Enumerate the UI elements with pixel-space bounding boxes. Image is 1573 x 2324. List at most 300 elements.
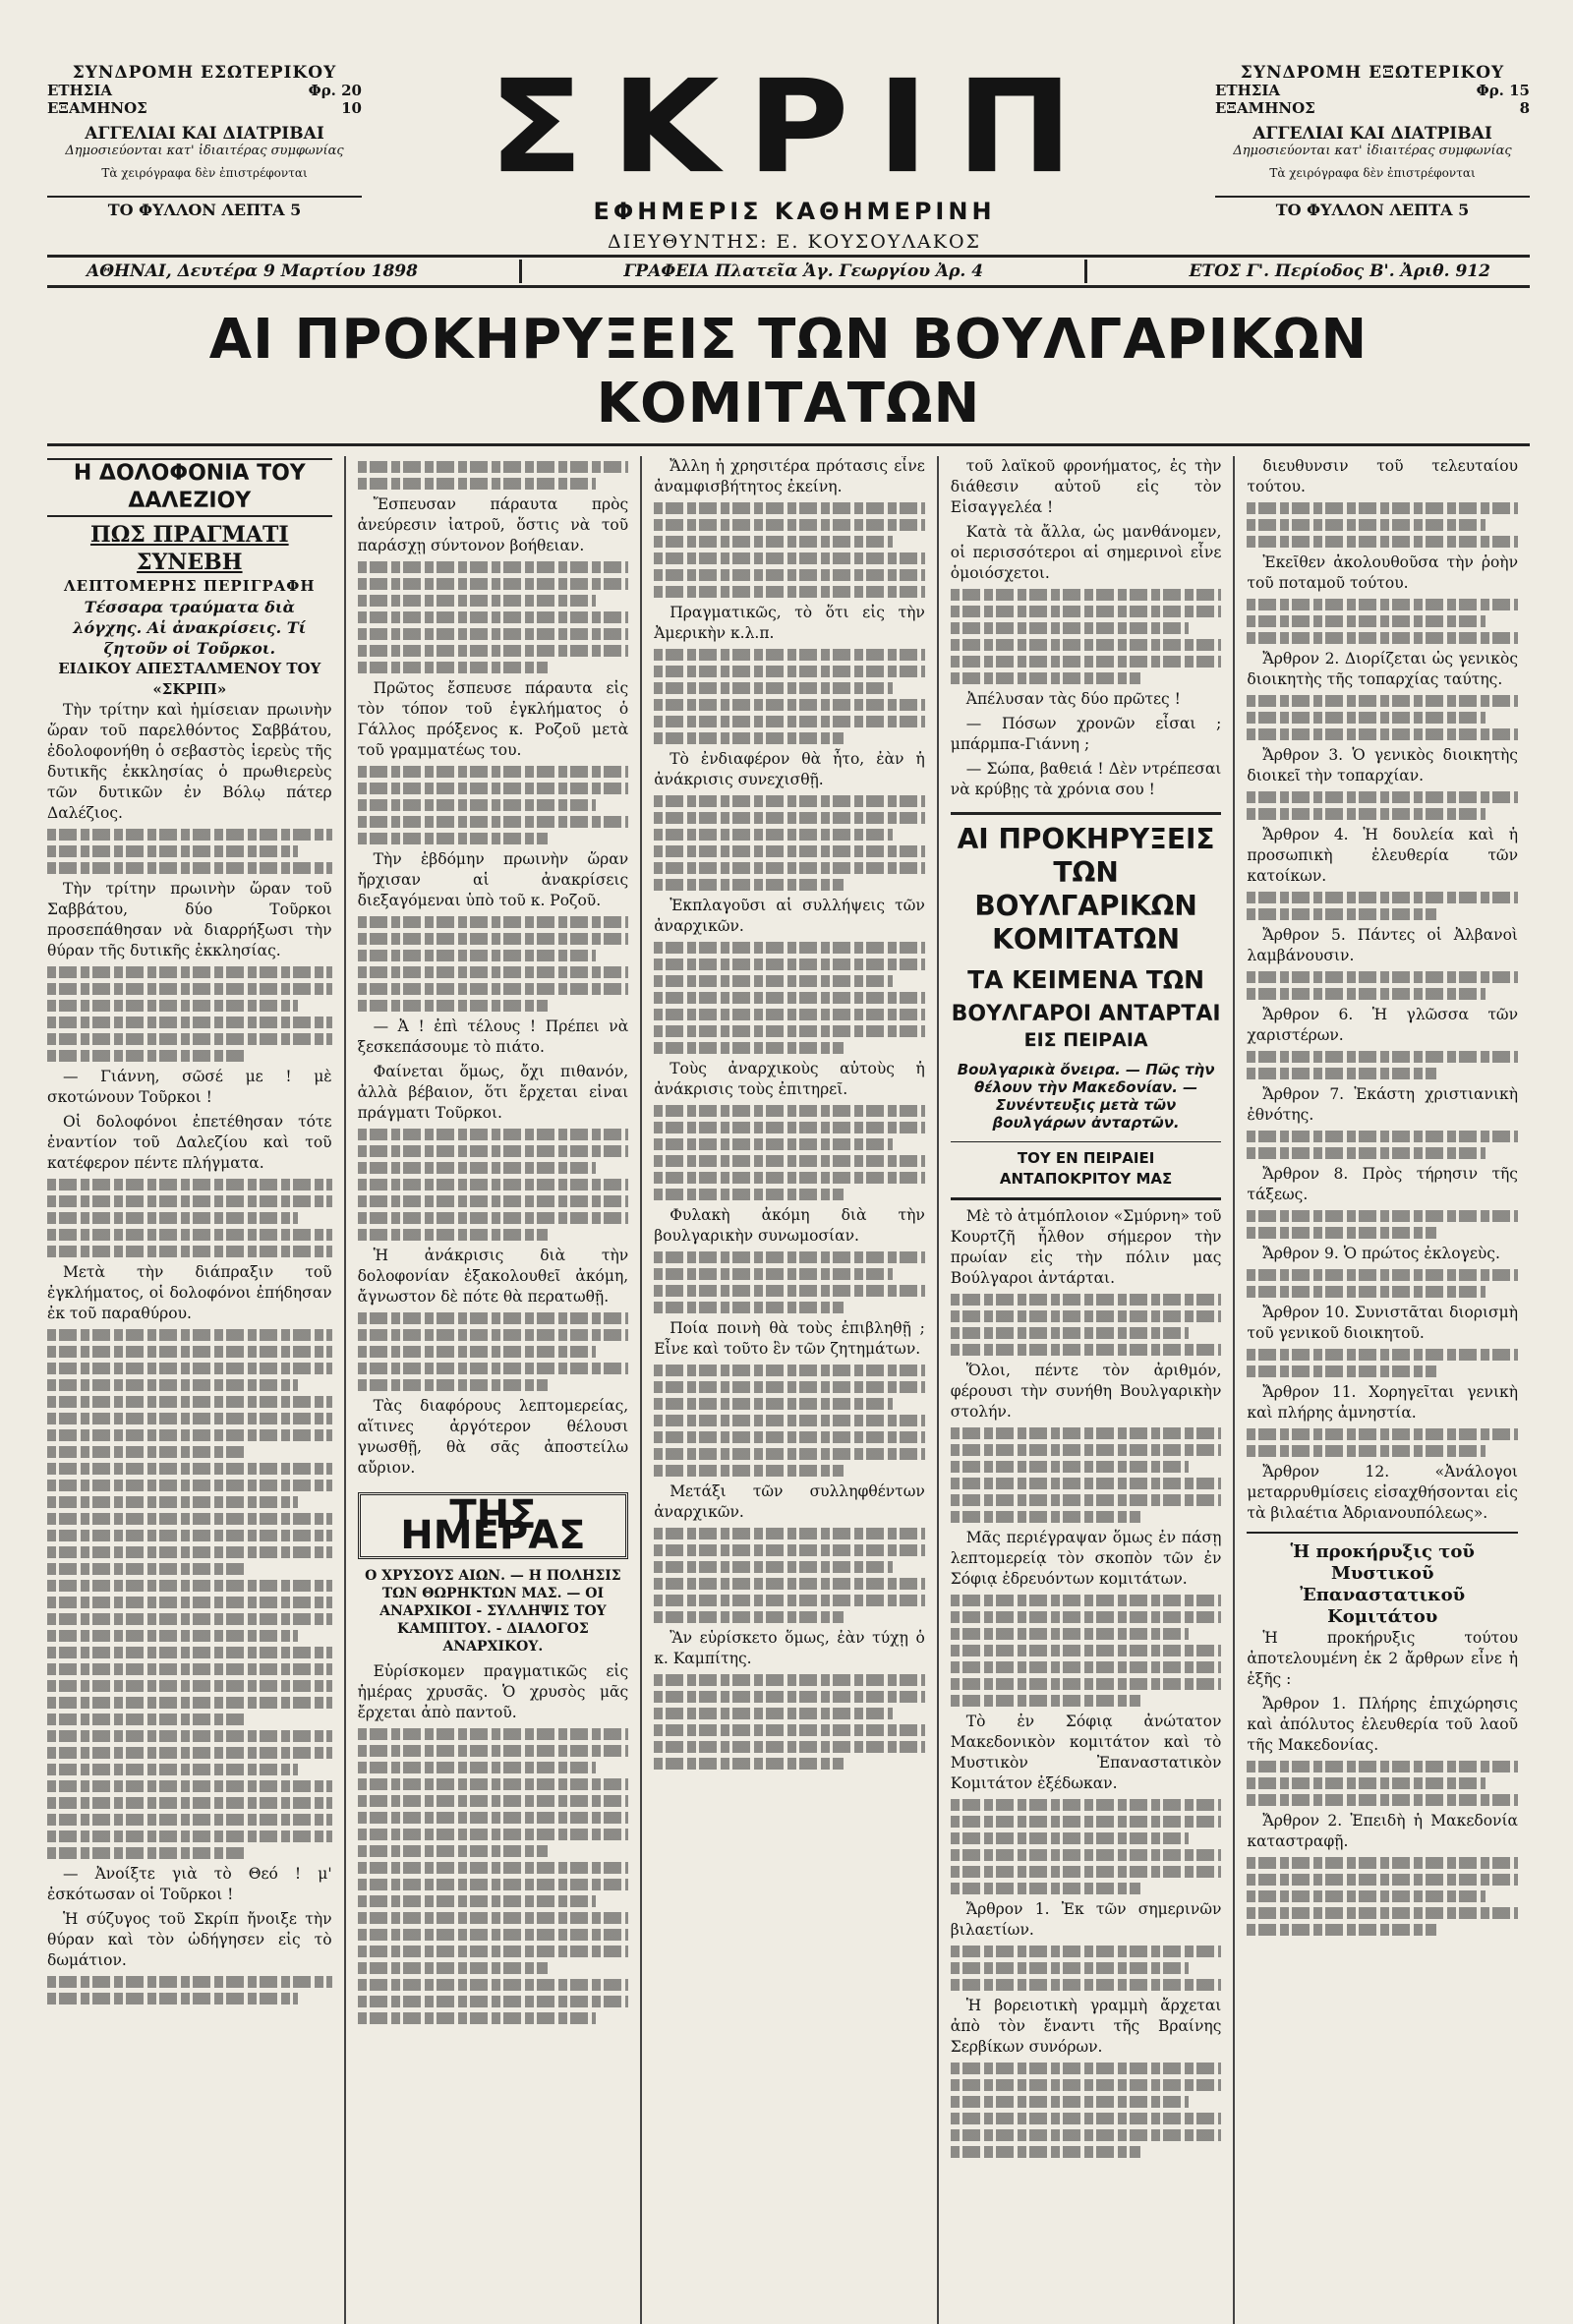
- text-line: [47, 1000, 298, 1012]
- text-line: [654, 879, 844, 891]
- text-line: [1247, 1227, 1436, 1239]
- text-line: [951, 2079, 1222, 2091]
- text-line: [1247, 1349, 1518, 1361]
- text-line: [654, 1448, 925, 1460]
- text-line: [1247, 1428, 1518, 1440]
- text-line: [47, 1379, 298, 1391]
- ads-note: Δημοσιεύονται κατ' ἰδιαιτέρας συμφωνίας: [1233, 144, 1512, 158]
- text-line: [47, 1563, 247, 1575]
- paragraph: Ἂν εὑρίσκετο ὅμως, ἐὰν τύχῃ ὁ κ. Καμπίτης.: [654, 1629, 925, 1667]
- text-line: [951, 2113, 1222, 2124]
- text-line: [951, 1816, 1222, 1828]
- text-line: [47, 1050, 247, 1062]
- paragraph: Τοὺς ἀναρχικοὺς αὐτοὺς ἡ ἀνάκρισις τοὺς ἐπιτηρεῖ.: [654, 1060, 925, 1098]
- ads-heading: ΑΓΓΕΛΙΑΙ ΚΑΙ ΔΙΑΤΡΙΒΑΙ: [85, 124, 324, 144]
- text-line: [1247, 808, 1486, 820]
- ads-note: Δημοσιεύονται κατ' ἰδιαιτέρας συμφωνίας: [65, 144, 344, 158]
- text-line: [951, 1661, 1222, 1673]
- text-line: [654, 552, 925, 564]
- text-line: [1247, 1445, 1486, 1457]
- text-line: [654, 666, 925, 677]
- text-line: [654, 1381, 925, 1393]
- text-line: [47, 1546, 332, 1558]
- text-line: [358, 1728, 629, 1740]
- paragraph: Τὸ ἐνδιαφέρον θὰ ἦτο, ἐὰν ἡ ἀνάκρισις συνεχισθῇ.: [654, 750, 925, 788]
- paragraph: Ποία ποινὴ θὰ τοὺς ἐπιβληθῇ ; Εἶνε καὶ τοῦτο ἓν τῶν ζητημάτων.: [654, 1319, 925, 1358]
- issue-price: ΤΟ ΦΥΛΛΟΝ ΛΕΠΤΑ 5: [1215, 196, 1530, 219]
- text-line: [358, 983, 629, 995]
- text-line: [654, 502, 925, 514]
- paragraph: Μετάξι τῶν συλληφθέντων ἀναρχικῶν.: [654, 1482, 925, 1521]
- text-line: [951, 589, 1222, 601]
- divider: [1247, 1532, 1518, 1534]
- text-line: [358, 1762, 597, 1773]
- text-line: [358, 966, 629, 978]
- text-line: [358, 1379, 548, 1391]
- paragraph: διευθυνσιν τοῦ τελευταίου τούτου.: [1247, 457, 1518, 495]
- text-line: [358, 645, 629, 657]
- text-line: [951, 1344, 1222, 1356]
- text-line: [47, 983, 332, 995]
- text-line: [1247, 1051, 1518, 1063]
- text-line: [47, 1830, 332, 1842]
- text-line: [358, 766, 629, 778]
- text-line: [951, 1478, 1222, 1489]
- text-line: [47, 1530, 332, 1541]
- text-line: [654, 1398, 893, 1410]
- text-line: [654, 536, 893, 548]
- text-line: [358, 611, 629, 623]
- text-line: [654, 1611, 844, 1623]
- text-line: [358, 1179, 629, 1191]
- text-line: [358, 662, 548, 673]
- paragraph: — Γιάννη, σῶσέ με ! μὲ σκοτώνουν Τοῦρκοι !: [47, 1068, 332, 1106]
- article-subtitle: ΒΟΥΛΓΑΡΟΙ ΑΝΤΑΡΤΑΙ: [951, 1002, 1221, 1026]
- paragraph: Ἄρθρον 5. Πάντες οἱ Ἀλβανοὶ λαμβάνουσιν.: [1247, 926, 1518, 964]
- paragraph: Τὴν τρίτην καὶ ἡμίσειαν πρωινὴν ὥραν τοῦ παρελθόντος Σαββάτου, ἐδολοφονήθη ὁ σεβαστὸς ἱερεὺς τῆς δυτικῆς ἐκκλησίας ὁ πρωθιερεὺς τῶν δυτικῶν ἐν Βόλῳ πάτερ Δαλέζιος.: [47, 701, 332, 822]
- text-line: [47, 1747, 332, 1759]
- text-line: [951, 1962, 1190, 1974]
- text-line: [951, 606, 1222, 617]
- paragraph: Ἄρθρον 1. Πλήρης ἐπιχώρησις καὶ ἀπόλυτος ἐλευθερία τοῦ λαοῦ τῆς Μακεδονίας.: [1247, 1695, 1518, 1754]
- text-line: [1247, 1924, 1436, 1936]
- text-line: [358, 1162, 597, 1174]
- text-line: [654, 569, 925, 581]
- text-line: [47, 1363, 332, 1374]
- paragraph: Ἄρθρον 10. Συνιστᾶται διορισμὴ τοῦ γενικοῦ διοικητοῦ.: [1247, 1304, 1518, 1342]
- text-line: [654, 1691, 925, 1703]
- paragraph: Τὰς διαφόρους λεπτομερείας, αἵτινες ἀργότερον θέλουσι γνωσθῇ, θὰ σᾶς ἀποστείλω αὔριον.: [357, 1397, 629, 1477]
- text-line: [951, 1883, 1140, 1894]
- paragraph: Ἄρθρον 2. Διορίζεται ὡς γενικὸς διοικητὴς τῆς τοπαρχίας ταύτης.: [1247, 650, 1518, 688]
- text-line: [951, 1645, 1222, 1656]
- article-columns: [47, 456, 1530, 2324]
- text-line: [654, 1042, 844, 1054]
- main-headline: ΑΙ ΠΡΟΚΗΡΥΞΕΙΣ ΤΩΝ ΒΟΥΛΓΑΡΙΚΩΝ ΚΟΜΙΤΑΤΩΝ: [47, 308, 1530, 446]
- paragraph: Ἄρθρον 2. Ἐπειδὴ ἡ Μακεδονία καταστραφῇ.: [1247, 1812, 1518, 1850]
- paragraph: Κατὰ τὰ ἄλλα, ὡς μανθάνομεν, οἱ περισσότεροι αἱ σημερινοὶ εἶνε ὁμοιόσχετοι.: [950, 523, 1222, 582]
- text-line: [654, 1578, 925, 1590]
- text-line: [358, 1862, 629, 1874]
- text-line: [654, 1758, 844, 1770]
- subscription-row-semiannual: ΕΞΑΜΗΝΟΣ 8: [1215, 99, 1530, 117]
- text-line: [951, 1849, 1222, 1861]
- text-line: [654, 1268, 893, 1280]
- paragraph: Ἄρθρον 3. Ὁ γενικὸς διοικητὴς διοικεῖ τὴν τοπαρχίαν.: [1247, 746, 1518, 784]
- text-line: [47, 1613, 332, 1625]
- newspaper-logo: ΣΚΡΙΠ: [488, 52, 1101, 203]
- text-line: [1247, 1131, 1518, 1142]
- text-line: [951, 1310, 1222, 1322]
- text-line: [1247, 1907, 1518, 1919]
- text-line: [951, 1461, 1190, 1473]
- text-line: [1247, 1890, 1486, 1902]
- paragraph: Τὴν ἑβδόμην πρωινὴν ὥραν ἤρχισαν αἱ ἀνακρίσεις διεξαγόμεναι ὑπὸ τοῦ κ. Ροζοῦ.: [357, 850, 629, 909]
- text-line: [951, 1678, 1222, 1690]
- text-line: [654, 1009, 925, 1020]
- text-line: [47, 829, 332, 841]
- text-line: [47, 1513, 332, 1525]
- director-line: ΔΙΕΥΘΥΝΤΗΣ: Ε. ΚΟΥΣΟΥΛΑΚΟΣ: [608, 231, 981, 253]
- text-line: [1247, 1874, 1518, 1886]
- text-line: [47, 1212, 298, 1224]
- text-line: [654, 1189, 844, 1200]
- text-line: [47, 1346, 332, 1358]
- correspondent-line: ΤΟΥ ΕΝ ΠΕΙΡΑΙΕΙ ΑΝΤΑΠΟΚΡΙΤΟΥ ΜΑΣ: [951, 1141, 1222, 1190]
- text-line: [47, 1730, 332, 1742]
- text-line: [47, 1680, 332, 1692]
- paragraph: — Ἀνοίξτε γιὰ τὸ Θεό ! μ' ἐσκότωσαν οἱ Τοῦρκοι !: [47, 1865, 332, 1903]
- subscription-title: ΣΥΝΔΡΟΜΗ ΕΞΩΤΕΡΙΚΟΥ: [1240, 63, 1505, 83]
- text-line: [1247, 892, 1518, 903]
- text-line: [358, 1346, 597, 1358]
- text-line: [654, 1595, 925, 1606]
- text-line: [358, 1912, 629, 1924]
- text-line: [47, 1413, 332, 1424]
- paragraph: Οἱ δολοφόνοι ἐπετέθησαν τότε ἐναντίον τοῦ Δαλεζίου καὶ τοῦ κατέφερον πέντε πλήγματα.: [47, 1113, 332, 1172]
- text-line: [1247, 1210, 1518, 1222]
- text-line: [951, 1611, 1222, 1623]
- text-line: [358, 1829, 629, 1840]
- paragraph: Πραγματικῶς, τὸ ὅτι εἰς τὴν Ἀμερικὴν κ.λ.π.: [654, 604, 925, 642]
- article-title: Ἡ προκήρυξις τοῦ Μυστικοῦ Ἐπαναστατικοῦ Κομιτάτου: [1290, 1541, 1475, 1627]
- text-line: [1247, 1857, 1518, 1869]
- paragraph: — Πόσων χρονῶν εἶσαι ; μπάρμπα-Γιάννη ;: [950, 715, 1222, 753]
- text-line: [47, 1847, 247, 1859]
- text-line: [654, 1122, 925, 1133]
- text-line: [1247, 728, 1518, 740]
- text-line: [654, 1025, 925, 1037]
- paragraph: Ἡ σύζυγος τοῦ Σκρίπ ἤνοιξε τὴν θύραν καὶ τὸν ὡδήγησεν εἰς τὸ δωμάτιον.: [47, 1910, 332, 1969]
- text-line: [654, 1708, 893, 1719]
- text-line: [951, 1595, 1222, 1606]
- section-subtitle: Ο ΧΡΥΣΟΥΣ ΑΙΩΝ. — Η ΠΟΛΗΣΙΣ ΤΩΝ ΘΩΡΗΚΤΩΝ ΜΑΣ. — ΟΙ ΑΝΑΡΧΙΚΟΙ - ΣΥΛΛΗΨΙΣ ΤΟΥ ΚΑΜΠΙΤΟΥ. - ΔΙΑΛΟΓΟΣ ΑΝΑΡΧΙΚΟΥ.: [365, 1568, 621, 1655]
- text-line: [654, 1365, 925, 1376]
- text-line: [358, 1745, 629, 1757]
- text-line: [951, 1832, 1190, 1844]
- text-line: [358, 833, 548, 844]
- column-2: [344, 456, 641, 2324]
- text-line: [47, 1017, 332, 1028]
- paragraph: Τὸ ἐν Σόφιᾳ ἀνώτατον Μακεδονικὸν κομιτάτον καὶ τὸ Μυστικὸν Ἐπαναστατικὸν Κομιτάτον ἐξέδωκαν.: [950, 1713, 1222, 1792]
- text-line: [47, 1033, 332, 1045]
- paragraph: Ἄρθρον 4. Ἡ δουλεία καὶ ἡ προσωπικὴ ἐλευθερία τῶν κατοίκων.: [1247, 826, 1518, 885]
- column-3: [640, 456, 937, 2324]
- text-line: [358, 816, 629, 828]
- divider: [1084, 260, 1087, 283]
- text-line: [654, 1544, 925, 1556]
- paragraph: Ἔσπευσαν πάραυτα πρὸς ἀνεύρεσιν ἰατροῦ, ὅστις νὰ τοῦ παράσχῃ σύντονον βοήθειαν.: [357, 495, 629, 554]
- paragraph: Μὲ τὸ ἀτμόπλοιον «Σμύρνη» τοῦ Κουρτζῆ ἦλθον σήμερον τὴν πρωίαν εἰς τὴν πόλιν μας Βούλγαροι ἀντάρται.: [950, 1207, 1222, 1287]
- text-line: [47, 1697, 332, 1709]
- text-line: [1247, 519, 1486, 531]
- article-subheading: ΛΕΠΤΟΜΕΡΗΣ ΠΕΡΙΓΡΑΦΗ: [64, 577, 316, 595]
- text-line: [1247, 1365, 1436, 1377]
- text-line: [951, 622, 1190, 634]
- text-line: [654, 1251, 925, 1263]
- text-line: [654, 1724, 925, 1736]
- correspondent-line: ΕΙΔΙΚΟΥ ΑΠΕΣΤΑΛΜΕΝΟΥ ΤΟΥ «ΣΚΡΙΠ»: [58, 660, 321, 698]
- paragraph: Ὅλοι, πέντε τὸν ἀριθμόν, φέρουσι τὴν συνήθη Βουλγαρικὴν στολήν.: [950, 1362, 1222, 1421]
- text-line: [358, 1895, 597, 1907]
- text-line: [951, 672, 1140, 684]
- masthead: [47, 54, 1530, 290]
- text-line: [47, 845, 298, 857]
- manuscripts-note: Τὰ χειρόγραφα δὲν ἐπιστρέφονται: [1269, 166, 1476, 180]
- text-line: [1247, 632, 1518, 644]
- text-line: [654, 845, 925, 857]
- text-line: [47, 1647, 332, 1658]
- text-line: [47, 1976, 332, 1988]
- text-line: [358, 1795, 629, 1807]
- text-line: [358, 2012, 597, 2024]
- text-line: [1247, 1147, 1486, 1159]
- text-line: [358, 799, 597, 811]
- subscription-box-domestic: [47, 64, 362, 219]
- text-line: [654, 1172, 925, 1184]
- text-line: [1247, 599, 1518, 610]
- column-5: [1233, 456, 1530, 2324]
- text-line: [47, 1480, 332, 1491]
- subscription-row-annual: ΕΤΗΣΙΑ Φρ. 20: [47, 82, 362, 99]
- text-line: [47, 1229, 332, 1241]
- manuscripts-note: Τὰ χειρόγραφα δὲν ἐπιστρέφονται: [101, 166, 308, 180]
- text-line: [47, 1195, 332, 1207]
- article-subtitle: ΠΩΣ ΠΡΑΓΜΑΤΙ ΣΥΝΕΒΗ: [89, 522, 289, 575]
- divider: [519, 260, 522, 283]
- paragraph: Ἄρθρον 12. «Ἀνάλογοι μεταρρυθμίσεις εἰσαχθήσονται εἰς τὰ βιλαέτια Ἀδριανουπόλεως».: [1247, 1463, 1518, 1522]
- text-line: [358, 1312, 629, 1324]
- text-line: [951, 2063, 1222, 2074]
- text-line: [654, 1741, 925, 1753]
- paragraph: Ἐκεῖθεν ἀκολουθοῦσα τὴν ῥοὴν τοῦ ποταμοῦ τούτου.: [1247, 553, 1518, 592]
- text-line: [358, 1962, 548, 1974]
- article-summary: Βουλγαρικὰ ὄνειρα. — Πῶς τὴν θέλουν τὴν Μακεδονίαν. — Συνέντευξις μετὰ τῶν βουλγάρων ἀνταρτῶν.: [957, 1061, 1215, 1132]
- text-line: [47, 1496, 298, 1508]
- paragraph: Ἄρθρον 11. Χορηγεῖται γενικὴ καὶ πλήρης ἀμνηστία.: [1247, 1383, 1518, 1422]
- paragraph: Ἄλλη ἡ χρησιτέρα πρότασις εἶνε ἀναμφισβήτητος ἐκείνη.: [654, 457, 925, 495]
- text-line: [1247, 971, 1518, 983]
- text-line: [654, 829, 893, 841]
- paragraph: Ἄρθρον 6. Ἡ γλῶσσα τῶν χαριστέρων.: [1247, 1006, 1518, 1044]
- text-line: [951, 2129, 1222, 2141]
- text-line: [47, 1993, 298, 2004]
- text-line: [358, 1879, 629, 1890]
- text-line: [358, 783, 629, 794]
- paragraph: Ἡ προκήρυξις τούτου ἀποτελουμένη ἐκ 2 ἄρθρων εἶνε ἡ ἑξῆς :: [1247, 1629, 1518, 1688]
- text-line: [47, 1780, 332, 1792]
- text-line: [654, 1528, 925, 1540]
- paragraph: Ἡ βορειοτικὴ γραμμὴ ἄρχεται ἀπὸ τὸν ἔναντι τῆς Βραίνης Σερβίκων συνόρων.: [950, 1997, 1222, 2056]
- text-line: [358, 595, 597, 607]
- paragraph: Ἄρθρον 8. Πρὸς τήρησιν τῆς τάξεως.: [1247, 1165, 1518, 1203]
- text-line: [654, 975, 893, 987]
- subscription-row-semiannual: ΕΞΑΜΗΝΟΣ 10: [47, 99, 362, 117]
- paragraph: Ἐκπλαγοῦσι αἱ συλλήψεις τῶν ἀναρχικῶν.: [654, 897, 925, 935]
- issue-date: ΑΘΗΝΑΙ, Δευτέρα 9 Μαρτίου 1898: [87, 261, 418, 281]
- text-line: [1247, 502, 1518, 514]
- text-line: [358, 1145, 629, 1157]
- text-line: [358, 1229, 548, 1241]
- article-location: ΕΙΣ ΠΕΙΡΑΙΑ: [1023, 1029, 1148, 1051]
- text-line: [654, 732, 844, 744]
- title-block: [431, 54, 1158, 253]
- text-line: [47, 1630, 298, 1642]
- text-line: [654, 942, 925, 954]
- text-line: [1247, 615, 1486, 627]
- issue-number: ΕΤΟΣ Γ'. Περίοδος Β'. Ἀριθ. 912: [1189, 261, 1490, 281]
- text-line: [654, 1415, 925, 1426]
- text-line: [47, 1714, 247, 1725]
- text-line: [358, 1946, 629, 1957]
- text-line: [654, 795, 925, 807]
- article-title: Η ΔΟΛΟΦΟΝΙΑ ΤΟΥ ΔΑΛΕΖΙΟΥ: [47, 458, 332, 517]
- text-line: [654, 1431, 925, 1443]
- column-4: [937, 456, 1234, 2324]
- subscription-box-foreign: [1215, 64, 1530, 219]
- text-line: [358, 1778, 629, 1790]
- text-line: [358, 1845, 548, 1857]
- text-line: [951, 1946, 1222, 1957]
- text-line: [654, 1285, 925, 1297]
- text-line: [951, 1979, 1222, 1991]
- text-line: [47, 1597, 332, 1608]
- text-line: [951, 1327, 1190, 1339]
- text-line: [654, 1138, 893, 1150]
- text-line: [358, 1929, 629, 1941]
- paragraph: — Ἀ ! ἐπὶ τέλους ! Πρέπει νὰ ξεσκεπάσουμε τὸ πιάτο.: [357, 1017, 629, 1056]
- text-line: [358, 561, 629, 573]
- text-line: [358, 916, 629, 928]
- text-line: [1247, 1794, 1518, 1806]
- text-line: [358, 1812, 629, 1824]
- text-line: [654, 519, 925, 531]
- text-line: [951, 1494, 1222, 1506]
- text-line: [358, 461, 629, 473]
- text-line: [358, 1000, 548, 1012]
- text-line: [654, 1105, 925, 1117]
- paragraph: Πρῶτος ἔσπευσε πάραυτα εἰς τὸν τόπον τοῦ ἐγκλήματος ὁ Γάλλος πρόξενος κ. Ροζοῦ μετὰ τοῦ γραμματέως του.: [357, 679, 629, 759]
- text-line: [47, 1446, 247, 1458]
- paragraph: Φαίνεται ὅμως, ὄχι πιθανόν, ἀλλὰ βέβαιον, ὅτι ἔρχεται εἰναι πράγματι Τοῦρκοι.: [357, 1063, 629, 1122]
- text-line: [358, 478, 597, 490]
- text-line: [951, 1511, 1140, 1523]
- subscription-title: ΣΥΝΔΡΟΜΗ ΕΣΩΤΕΡΙΚΟΥ: [72, 63, 337, 83]
- text-line: [47, 966, 332, 978]
- text-line: [951, 1427, 1222, 1439]
- text-line: [654, 992, 925, 1004]
- text-line: [47, 1246, 332, 1257]
- text-line: [1247, 791, 1518, 803]
- paragraph: Μᾶς περιέγραψαν ὅμως ἐν πάσῃ λεπτομερείᾳ τὸν σκοπὸν τῶν ἐν Σόφιᾳ ἐδρευόντων κομιτάτων.: [950, 1529, 1222, 1588]
- subscription-row-annual: ΕΤΗΣΙΑ Φρ. 15: [1215, 82, 1530, 99]
- paragraph: Ἄρθρον 7. Ἑκάστη χριστιανικὴ ἐθνότης.: [1247, 1085, 1518, 1124]
- text-line: [47, 1797, 332, 1809]
- text-line: [1247, 695, 1518, 707]
- column-1: [47, 456, 344, 2324]
- paragraph: Τὴν τρίτην πρωινὴν ὥραν τοῦ Σαββάτου, δύο Τοῦρκοι προσεπάθησαν νὰ διαρρήξωσι τὴν θύραν τῆς δυτικῆς ἐκκλησίας.: [47, 880, 332, 959]
- text-line: [47, 1764, 298, 1775]
- text-line: [1247, 1777, 1486, 1789]
- text-line: [654, 1674, 925, 1686]
- text-line: [654, 1561, 893, 1573]
- text-line: [654, 649, 925, 661]
- office-address: ΓΡΑΦΕΙΑ Πλατεῖα Ἁγ. Γεωργίου Ἀρ. 4: [623, 261, 984, 281]
- article-title: ΑΙ ΠΡΟΚΗΡΥΞΕΙΣ ΤΩΝ ΒΟΥΛΓΑΡΙΚΩΝ ΚΟΜΙΤΑΤΩΝ: [957, 823, 1215, 956]
- article-heading-box: [951, 812, 1222, 1200]
- text-line: [951, 2146, 1140, 2158]
- text-line: [47, 1814, 332, 1826]
- paragraph: Φυλακὴ ἀκόμη διὰ τὴν βουλγαρικὴν συνωμοσίαν.: [654, 1206, 925, 1245]
- text-line: [1247, 1761, 1518, 1772]
- text-line: [654, 959, 925, 970]
- text-line: [358, 1195, 629, 1207]
- text-line: [47, 1179, 332, 1191]
- text-line: [951, 656, 1222, 668]
- text-line: [654, 716, 925, 727]
- text-line: [951, 1866, 1222, 1878]
- text-line: [654, 699, 925, 711]
- text-line: [358, 628, 629, 640]
- text-line: [951, 2096, 1190, 2108]
- dateline: [47, 255, 1530, 288]
- article-summary: Τέσσαρα τραύματα διὰ λόγχης. Αἱ ἀνακρίσεις. Τί ζητοῦν οἱ Τοῦρκοι.: [73, 598, 307, 658]
- text-line: [1247, 1269, 1518, 1281]
- text-line: [654, 862, 925, 874]
- text-line: [951, 1799, 1222, 1811]
- text-line: [358, 1212, 629, 1224]
- paragraph: Ἄρθρον 1. Ἐκ τῶν σημερινῶν βιλαετίων.: [950, 1900, 1222, 1939]
- article-subtitle: ΤΑ ΚΕΙΜΕΝΑ ΤΩΝ: [967, 965, 1205, 994]
- paragraph: — Σώπα, βαθειά ! Δὲν ντρέπεσαι νὰ κρύβῃς τὰ χρόνια σου !: [950, 760, 1222, 798]
- text-line: [47, 1663, 332, 1675]
- issue-price: ΤΟ ΦΥΛΛΟΝ ΛΕΠΤΑ 5: [47, 196, 362, 219]
- ads-heading: ΑΓΓΕΛΙΑΙ ΚΑΙ ΔΙΑΤΡΙΒΑΙ: [1253, 124, 1492, 144]
- text-line: [654, 812, 925, 824]
- text-line: [47, 1329, 332, 1341]
- paragraph: τοῦ λαϊκοῦ φρονήματος, ἐς τὴν διάθεσιν αὐτοῦ εἰς τὸν Εἰσαγγελέα !: [950, 457, 1222, 516]
- text-line: [1247, 712, 1486, 724]
- text-line: [951, 1695, 1140, 1707]
- newspaper-subtitle: ΕΦΗΜΕΡΙΣ ΚΑΘΗΜΕΡΙΝΗ: [593, 198, 996, 225]
- text-line: [1247, 988, 1486, 1000]
- text-line: [654, 1302, 844, 1313]
- text-line: [951, 1294, 1222, 1306]
- paragraph: Ἀπέλυσαν τὰς δύο πρῶτες !: [965, 690, 1181, 708]
- text-line: [654, 682, 893, 694]
- text-line: [358, 1129, 629, 1140]
- paragraph: Εὑρίσκομεν πραγματικῶς εἰς ἡμέρας χρυσᾶς. Ὁ χρυσὸς μᾶς ἔρχεται ἀπὸ παντοῦ.: [357, 1662, 629, 1721]
